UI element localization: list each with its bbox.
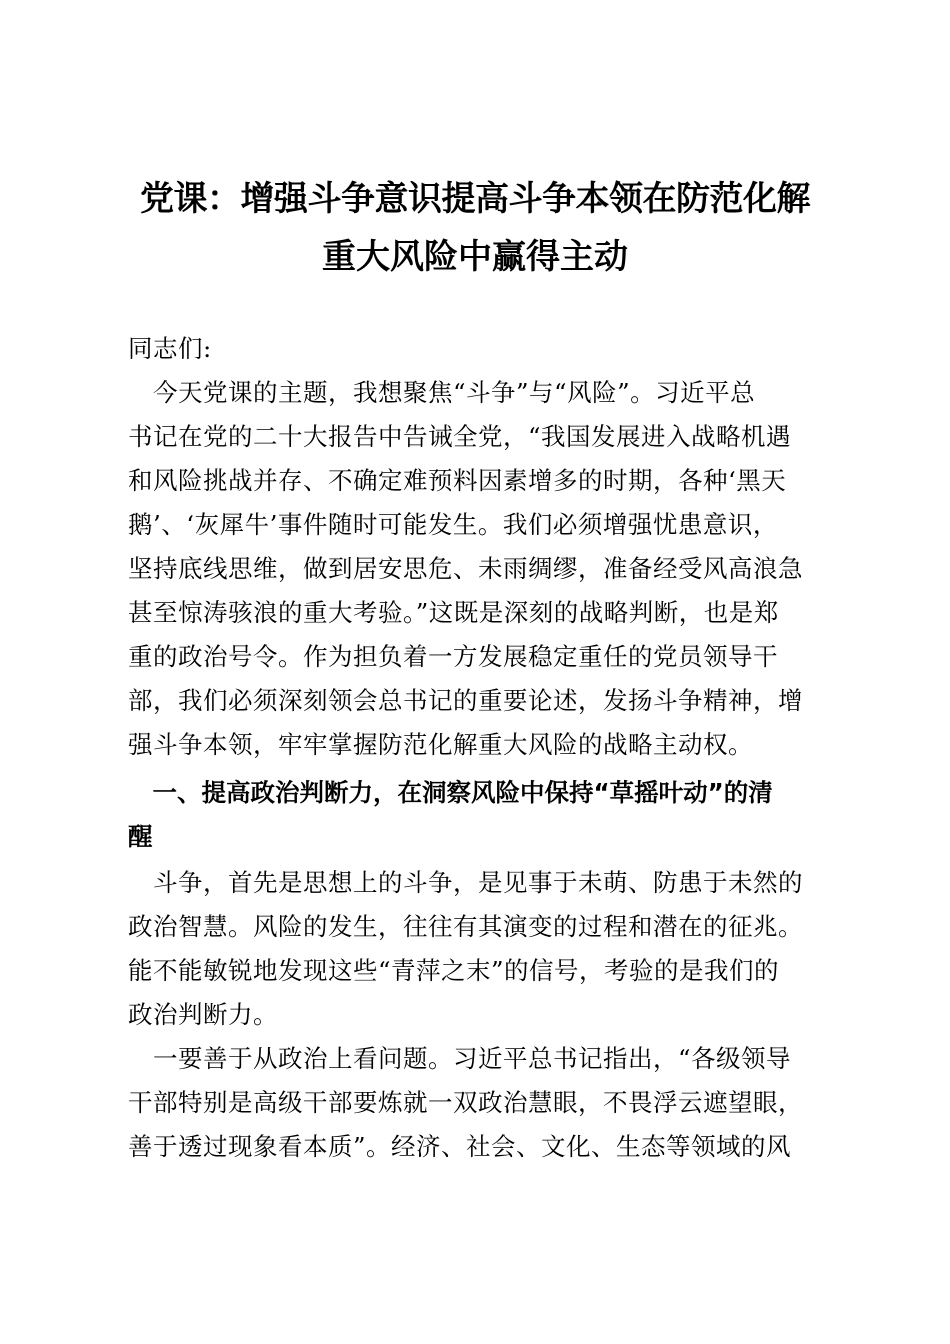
paragraph-line: 政治智慧。风险的发生，往往有其演变的过程和潜在的征兆。: [128, 912, 803, 941]
section-heading: 一、提高政治判断力，在洞察风险中保持“草摇叶动”的清: [128, 778, 773, 807]
paragraph-line: 一要善于从政治上看问题。习近平总书记指出，“各级领导: [128, 1044, 792, 1073]
title-line-2: 重大风险中赢得主动: [322, 237, 628, 277]
title-line-1: 党课：增强斗争意识提高斗争本领在防范化解: [140, 179, 810, 219]
paragraph-line: 善于透过现象看本质”。经济、社会、文化、生态等领域的风: [128, 1132, 792, 1161]
paragraph-line: 今天党课的主题，我想聚焦“斗争”与“风险”。习近平总: [128, 378, 756, 407]
paragraph-line: 干部特别是高级干部要炼就一双政治慧眼，不畏浮云遮望眼，: [128, 1088, 803, 1117]
paragraph-line: 斗争，首先是思想上的斗争，是见事于未萌、防患于未然的: [128, 868, 803, 897]
section-heading: 醒: [128, 822, 153, 851]
paragraph-line: 部，我们必须深刻领会总书记的重要论述，发扬斗争精神，增: [128, 686, 803, 715]
page-title: [110, 170, 840, 286]
paragraph-line: 甚至惊涛骇浪的重大考验。”这既是深刻的战略判断，也是郑: [128, 598, 779, 627]
paragraph-line: 书记在党的二十大报告中告诫全党，“我国发展进入战略机遇: [128, 422, 792, 451]
paragraph-line: 强斗争本领，牢牢掌握防范化解重大风险的战略主动权。: [128, 730, 753, 759]
paragraph-line: 能不能敏锐地发现这些“青萍之末”的信号，考验的是我们的: [128, 956, 780, 985]
paragraph-line: 政治判断力。: [128, 1000, 278, 1029]
paragraph-line: 坚持底线思维，做到居安思危、未雨绸缪，准备经受风高浪急: [128, 554, 803, 583]
salutation: 同志们:: [128, 334, 212, 363]
paragraph-line: 重的政治号令。作为担负着一方发展稳定重任的党员领导干: [128, 642, 778, 671]
paragraph-line: 和风险挑战并存、不确定难预料因素增多的时期，各种‘黑天: [128, 466, 787, 495]
paragraph-line: 鹅’、‘灰犀牛’事件随时可能发生。我们必须增强忧患意识，: [128, 510, 778, 539]
